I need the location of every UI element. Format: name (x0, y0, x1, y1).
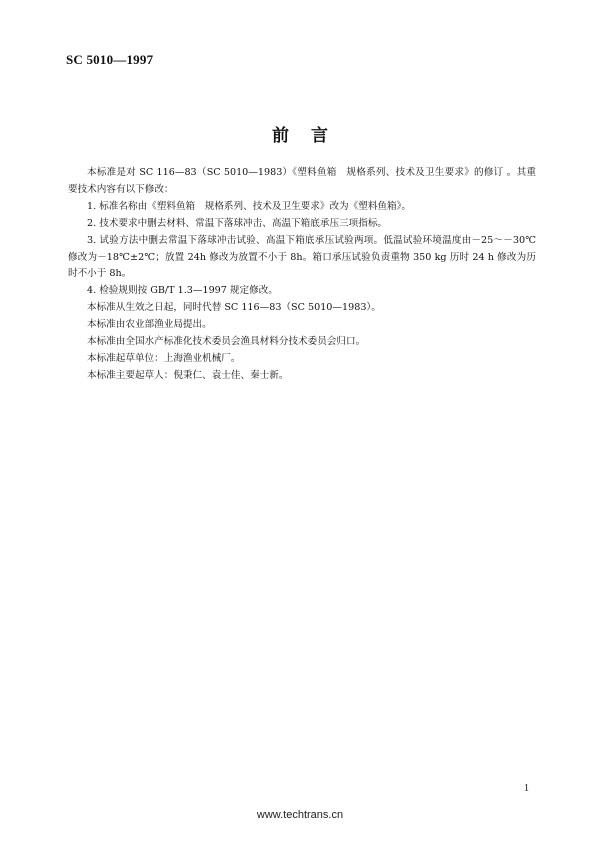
footer-url[interactable]: www.techtrans.cn (256, 809, 344, 821)
paragraph-drafters: 本标准主要起草人：倪秉仁、袁士佳、秦士新。 (87, 369, 289, 381)
paragraph-item-4: 4. 检验规则按 GB/T 1.3—1997 规定修改。 (87, 285, 278, 297)
paragraph-item-3: 3. 试验方法中删去常温下落球冲击试验、高温下箱底承压试验两项。低温试验环境温度由－25～－30℃修改为－18℃±2℃；放置 24h 修改为放置不小于 8h。箱口承压试验负责重物 350 kg 历时 24 h 修改为历时不小于 8h。 (68, 234, 536, 280)
paragraph-item-2: 2. 技术要求中删去材料、常温下落球冲击、高温下箱底承压三项指标。 (87, 217, 388, 229)
page-title: 前言 (272, 126, 350, 146)
paragraph-intro: 本标准是对 SC 116—83（SC 5010—1983）《塑料鱼箱 规格系列、技术及卫生要求》的修订 。其重要技术内容有以下修改： (68, 167, 536, 195)
paragraph-replaces: 本标准从生效之日起，同时代替 SC 116—83（SC 5010—1983）。 (87, 302, 381, 314)
foreword-body (68, 165, 536, 385)
page-number: 1 (524, 783, 529, 794)
paragraph-proposed-by: 本标准由农业部渔业局提出。 (87, 319, 212, 331)
document-code: SC 5010—1997 (66, 52, 154, 67)
paragraph-centralized-by: 本标准由全国水产标准化技术委员会渔具材料分技术委员会归口。 (87, 336, 366, 348)
paragraph-item-1: 1. 标准名称由《塑料鱼箱 规格系列、技术及卫生要求》改为《塑料鱼箱》。 (87, 200, 411, 212)
paragraph-drafting-unit: 本标准起草单位：上海渔业机械厂。 (87, 352, 241, 364)
